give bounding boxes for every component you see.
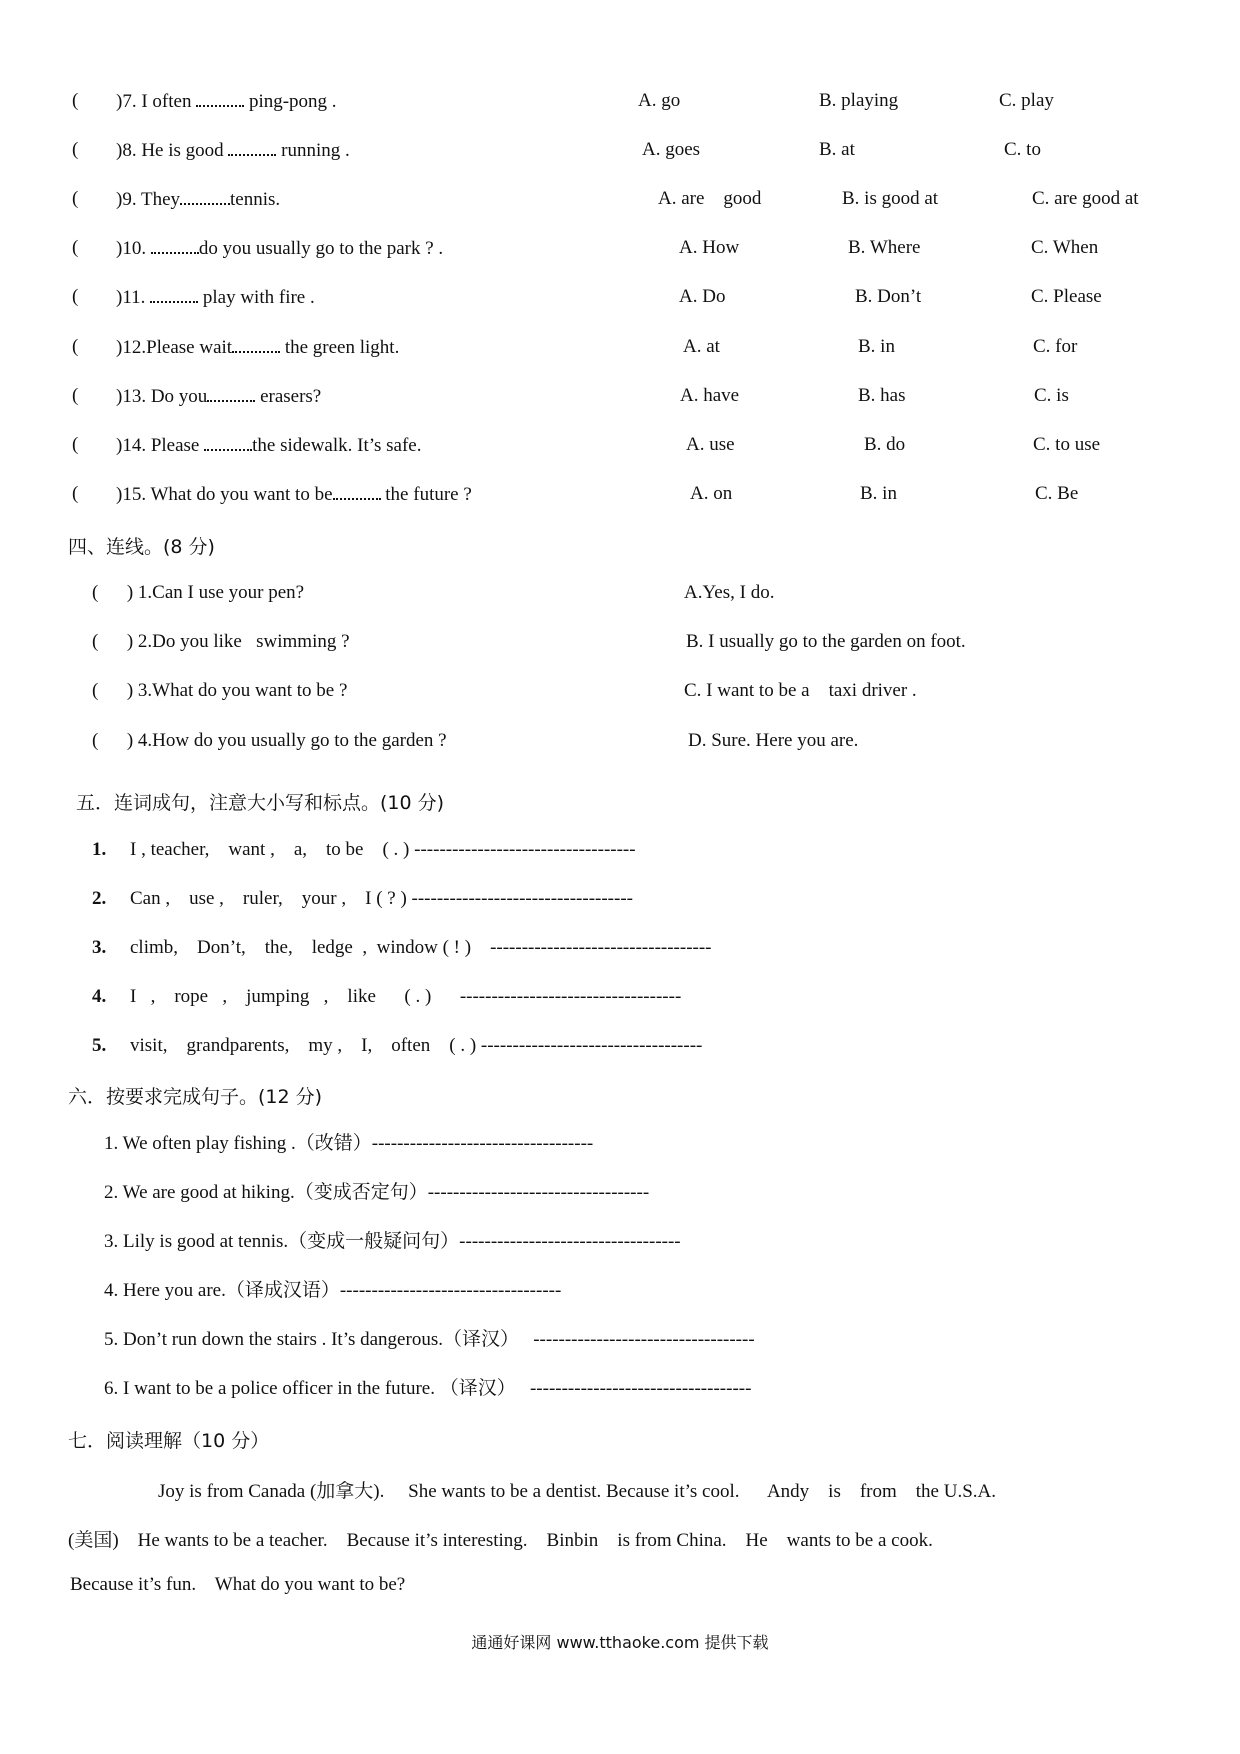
sentence-order-item — [92, 887, 633, 911]
question-text-after: do you usually go to the park ? . — [198, 238, 444, 259]
transform-item: 2. We are good at hiking.（变成否定句）----------------------------------- — [104, 1182, 650, 1203]
sentence-order-item — [92, 838, 636, 862]
option-b: B. do — [864, 434, 906, 455]
question-text: )8. He is good — [116, 140, 229, 161]
question-text-after: erasers? — [255, 386, 322, 407]
item-number: 4. — [92, 986, 107, 1007]
matching-answer: C. I want to be a taxi driver . — [684, 680, 917, 701]
answer-paren: ( — [72, 385, 79, 406]
option-c: C. to — [1004, 139, 1041, 160]
blank-line — [207, 386, 255, 402]
question-text: )14. Please — [116, 435, 205, 456]
transform-item: 1. We often play fishing .（改错）----------------------------------- — [104, 1133, 594, 1154]
blank-line — [151, 238, 199, 254]
question-text-after: the sidewalk. It’s safe. — [252, 435, 422, 456]
option-a: A. Do — [679, 286, 726, 307]
answer-paren: ( — [72, 188, 79, 209]
sentence-order-item — [92, 1034, 702, 1058]
section-4-title: 四、连线。(8 分) — [68, 536, 215, 558]
option-a: A. goes — [642, 139, 701, 160]
question-stem — [116, 139, 350, 163]
item-text: I , teacher, want , a, to be ( . ) ----------------------------------- — [130, 839, 636, 860]
answer-paren: ( — [72, 434, 79, 455]
section-7-title: 七．阅读理解（10 分） — [68, 1430, 270, 1452]
question-text: )13. Do you — [116, 386, 208, 407]
question-text-after: the future ? — [380, 484, 472, 505]
section-6-title: 六．按要求完成句子。(12 分) — [68, 1086, 323, 1108]
question-text: )12.Please wait — [116, 337, 233, 358]
option-c: C. play — [999, 90, 1054, 111]
page-footer: 通通好课网 www.tthaoke.com 提供下载 — [471, 1633, 769, 1652]
item-text: Can , use , ruler, your , I ( ? ) ----------------------------------- — [130, 888, 633, 909]
option-c: C. are good at — [1032, 188, 1139, 209]
option-a: A. How — [679, 237, 740, 258]
item-number: 2. — [92, 888, 107, 909]
blank-line — [228, 140, 276, 156]
item-number: 5. — [92, 1035, 107, 1056]
question-text-after: tennis. — [230, 189, 281, 210]
item-number: 1. — [92, 839, 107, 860]
item-text: I , rope , jumping , like ( . ) ----------------------------------- — [130, 986, 682, 1007]
option-b: B. is good at — [842, 188, 939, 209]
item-text: climb, Don’t, the, ledge , window ( ! ) ----------------------------------- — [130, 937, 712, 958]
answer-paren: ( — [72, 286, 79, 307]
passage-line: Joy is from Canada (加拿大). She wants to be a dentist. Because it’s cool. Andy is from the U.S.A. — [158, 1481, 997, 1502]
item-number: 3. — [92, 937, 107, 958]
blank-line — [196, 91, 244, 107]
item-text: visit, grandparents, my , I, often ( . ) ----------------------------------- — [130, 1035, 703, 1056]
option-b: B. at — [819, 139, 855, 160]
option-b: B. has — [858, 385, 906, 406]
blank-line — [150, 287, 198, 303]
option-a: A. use — [686, 434, 735, 455]
matching-question: ( ) 1.Can I use your pen? — [92, 582, 305, 603]
question-text-after: running . — [276, 140, 350, 161]
answer-paren: ( — [72, 483, 79, 504]
passage-line: (美国) He wants to be a teacher. Because it’s interesting. Binbin is from China. He wants to be a cook. — [68, 1530, 933, 1551]
question-stem — [116, 188, 280, 212]
option-b: B. Where — [848, 237, 921, 258]
transform-item: 3. Lily is good at tennis.（变成一般疑问句）----------------------------------- — [104, 1231, 681, 1252]
option-a: A. on — [690, 483, 733, 504]
option-c: C. to use — [1033, 434, 1101, 455]
option-b: B. in — [858, 336, 895, 357]
question-stem — [116, 336, 399, 360]
matching-answer: D. Sure. Here you are. — [688, 730, 859, 751]
option-b: B. playing — [819, 90, 899, 111]
answer-paren: ( — [72, 237, 79, 258]
question-text-after: play with fire . — [198, 287, 315, 308]
option-a: A. are good — [658, 188, 762, 209]
question-stem — [116, 434, 422, 458]
option-a: A. at — [683, 336, 720, 357]
option-c: C. Be — [1035, 483, 1079, 504]
question-stem — [116, 286, 315, 310]
question-stem — [116, 483, 472, 507]
passage-line: Because it’s fun. What do you want to be? — [70, 1574, 406, 1595]
sentence-order-item — [92, 985, 681, 1009]
question-text: )10. — [116, 238, 151, 259]
option-a: A. have — [680, 385, 740, 406]
question-stem — [116, 237, 443, 261]
question-stem — [116, 90, 337, 114]
answer-paren: ( — [72, 139, 79, 160]
matching-question: ( ) 2.Do you like swimming ? — [92, 631, 350, 652]
answer-paren: ( — [72, 90, 79, 111]
matching-question: ( ) 3.What do you want to be ? — [92, 680, 348, 701]
option-b: B. Don’t — [855, 286, 922, 307]
option-a: A. go — [638, 90, 681, 111]
blank-line — [180, 189, 230, 205]
question-text: )9. They — [116, 189, 181, 210]
matching-answer: A.Yes, I do. — [684, 582, 775, 603]
question-text-after: the green light. — [280, 337, 400, 358]
matching-question: ( ) 4.How do you usually go to the garden ? — [92, 730, 447, 751]
question-text: )15. What do you want to be — [116, 484, 333, 505]
blank-line — [204, 435, 252, 451]
option-c: C. Please — [1031, 286, 1102, 307]
blank-line — [333, 484, 381, 500]
question-text: )11. — [116, 287, 151, 308]
option-c: C. for — [1033, 336, 1078, 357]
answer-paren: ( — [72, 336, 79, 357]
option-c: C. When — [1031, 237, 1099, 258]
section-5-title: 五．连词成句，注意大小写和标点。(10 分) — [76, 792, 445, 814]
transform-item: 6. I want to be a police officer in the future. （译汉） ----------------------------------- — [104, 1378, 752, 1399]
question-text: )7. I often — [116, 91, 197, 112]
question-stem — [116, 385, 321, 409]
question-text-after: ping-pong . — [244, 91, 337, 112]
transform-item: 5. Don’t run down the stairs . It’s dangerous.（译汉） ----------------------------------- — [104, 1329, 755, 1350]
matching-answer: B. I usually go to the garden on foot. — [686, 631, 966, 652]
option-b: B. in — [860, 483, 897, 504]
transform-item: 4. Here you are.（译成汉语）----------------------------------- — [104, 1280, 562, 1301]
option-c: C. is — [1034, 385, 1069, 406]
blank-line — [232, 337, 280, 353]
sentence-order-item — [92, 936, 712, 960]
